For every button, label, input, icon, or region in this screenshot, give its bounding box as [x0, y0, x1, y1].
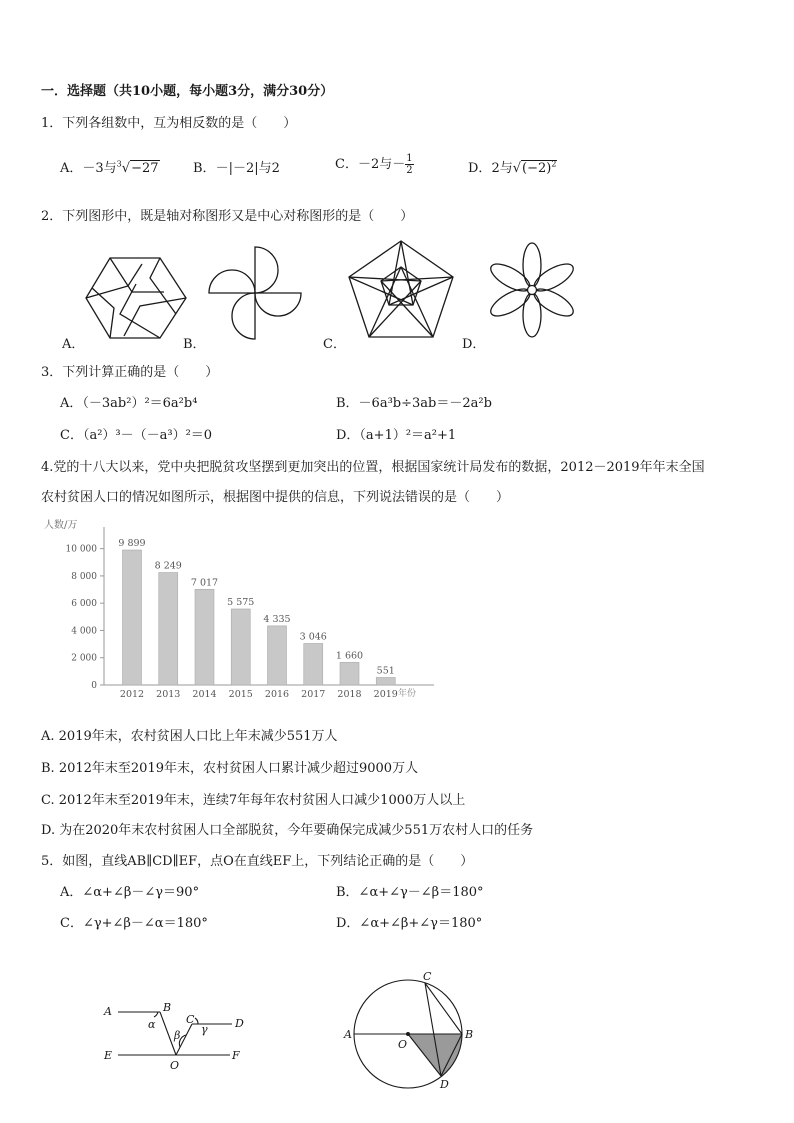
option-text: －|－2|与2 [215, 161, 280, 176]
bar-2016 [268, 626, 287, 685]
label-beta: β [174, 1029, 181, 1042]
q5-option-b[interactable]: B．∠α+∠γ－∠β＝180° [336, 885, 484, 900]
question-3-stem: 3．下列计算正确的是（ ） [41, 365, 219, 380]
y-axis-label: 人数/万 [44, 520, 78, 531]
label-f: F [232, 1049, 240, 1062]
label-o: O [398, 1038, 408, 1051]
q1-option-b[interactable] [193, 157, 280, 176]
q5-option-d[interactable]: D．∠α+∠β+∠γ＝180° [336, 916, 483, 931]
q4-option-c[interactable]: C. 2012年末至2019年末，连续7年每年农村贫困人口减少1000万人以上 [41, 793, 466, 808]
q4-option-a[interactable]: A. 2019年末，农村贫困人口比上年末减少551万人 [41, 729, 338, 744]
y-tick-label: 6 000 [71, 599, 97, 610]
figure-a-triangular-hexagon [80, 252, 192, 344]
poverty-bar-chart [44, 518, 444, 704]
option-letter: D． [468, 161, 492, 176]
label-e: E [104, 1049, 113, 1062]
label-alpha: α [148, 1018, 156, 1031]
figure-b-pinwheel [205, 243, 305, 343]
bar-value-label: 4 335 [263, 613, 291, 625]
figure-d-six-petal-flower [484, 240, 580, 340]
x-tick-label: 2014 [192, 689, 217, 700]
x-tick-label: 2018 [337, 689, 362, 700]
option-letter: A． [60, 161, 83, 176]
x-tick-label: 2019 [373, 689, 398, 700]
bar-value-label: 5 575 [227, 596, 255, 608]
parallel-lines-figure [100, 995, 250, 1075]
option-text: 2与 [491, 161, 513, 176]
q3-option-a[interactable]: A．（－3ab²）²＝6a²b⁴ [60, 396, 198, 411]
option-letter: C． [335, 157, 358, 172]
label-d: D [235, 1017, 244, 1030]
bar-value-label: 7 017 [190, 577, 219, 589]
q1-option-d[interactable]: D．2与$√(-2)^2$ [468, 159, 557, 176]
label-o: O [170, 1059, 180, 1072]
radicand: $(-2)^2$ [522, 159, 557, 176]
bar-2019 [376, 677, 395, 685]
question-1-stem: 1．下列各组数中，互为相反数的是（ ） [41, 116, 297, 131]
section-title: 一．选择题（共10小题，每小题3分，满分30分） [41, 84, 334, 99]
label-gamma: γ [201, 1023, 208, 1036]
circle-figure [340, 966, 480, 1092]
q5-option-c[interactable]: C．∠γ+∠β－∠α＝180° [60, 916, 208, 931]
label-b: B [465, 1028, 474, 1041]
label-a: A [104, 1005, 112, 1018]
bar-2015 [231, 609, 250, 685]
figure-label-b: B． [183, 337, 206, 352]
q4-option-b[interactable]: B. 2012年末至2019年末，农村贫困人口累计减少超过9000万人 [41, 761, 419, 776]
q1-option-c[interactable] [335, 153, 414, 176]
x-tick-label: 2017 [301, 689, 326, 700]
y-tick-label: 8 000 [71, 571, 97, 582]
bar-value-label: 1 660 [335, 650, 364, 662]
x-tick-label: 2016 [264, 689, 290, 700]
question-2-stem: 2．下列图形中，既是轴对称图形又是中心对称图形的是（ ） [41, 209, 414, 224]
question-5-stem: 5．如图，直线AB∥CD∥EF，点O在直线EF上，下列结论正确的是（ ） [41, 854, 474, 869]
q5-option-a[interactable]: A．∠α+∠β－∠γ＝90° [60, 885, 200, 900]
bar-value-label: 3 046 [299, 631, 327, 643]
label-b: B [163, 1001, 172, 1014]
label-c: C [186, 1013, 195, 1026]
bar-value-label: 9 899 [118, 538, 146, 550]
x-tick-label: 2015 [228, 689, 253, 700]
option-letter: B． [193, 161, 216, 176]
radical-index: 3 [116, 159, 122, 169]
figure-label-a: A． [62, 337, 85, 352]
figure-c-pentagon-star [345, 237, 457, 343]
y-tick-label: 10 000 [65, 544, 97, 555]
figure-label-d: D． [462, 337, 486, 352]
y-tick-label: 4 000 [71, 626, 97, 637]
figure-label-c: C． [323, 337, 346, 352]
bar-value-label: 8 249 [154, 560, 182, 572]
label-a: A [344, 1028, 352, 1041]
label-c: C [423, 970, 432, 983]
option-text: －2与－ [357, 157, 406, 172]
radicand: −27 [131, 161, 159, 176]
question-4-stem-line2: 农村贫困人口的情况如图所示，根据图中提供的信息，下列说法错误的是（ ） [41, 490, 510, 505]
q1-option-a[interactable]: A．－3与$^3$√−27 [60, 159, 159, 176]
q3-option-b[interactable]: B．－6a³b÷3ab＝－2a²b [336, 396, 492, 411]
q3-option-c[interactable]: C．（a²）³－（－a³）²＝0 [60, 428, 213, 443]
label-d: D [440, 1078, 449, 1091]
x-tick-label: 2013 [156, 689, 181, 700]
question-4-stem-line1: 4.党的十八大以来，党中央把脱贫攻坚摆到更加突出的位置，根据国家统计局发布的数据，2012－2019年年末全国 [41, 460, 705, 475]
fraction: $\frac{1}{2}$ [406, 153, 413, 176]
bar-value-label: 551 [376, 665, 395, 677]
bar-2017 [304, 643, 323, 685]
y-tick-label: 2 000 [71, 653, 97, 664]
y-tick-label: 0 [91, 681, 97, 691]
x-tick-label: 2012 [119, 689, 145, 700]
q3-option-d[interactable]: D．（a+1）²＝a²+1 [336, 428, 457, 443]
x-axis-label: 年份 [398, 689, 417, 699]
option-text: －3与 [82, 161, 117, 176]
q4-option-d[interactable]: D. 为在2020年末农村贫困人口全部脱贫，今年要确保完成减少551万农村人口的任务 [41, 823, 534, 838]
bar-2018 [340, 662, 359, 685]
bar-2013 [159, 573, 178, 685]
bar-2012 [123, 550, 142, 685]
bar-2014 [195, 589, 214, 685]
